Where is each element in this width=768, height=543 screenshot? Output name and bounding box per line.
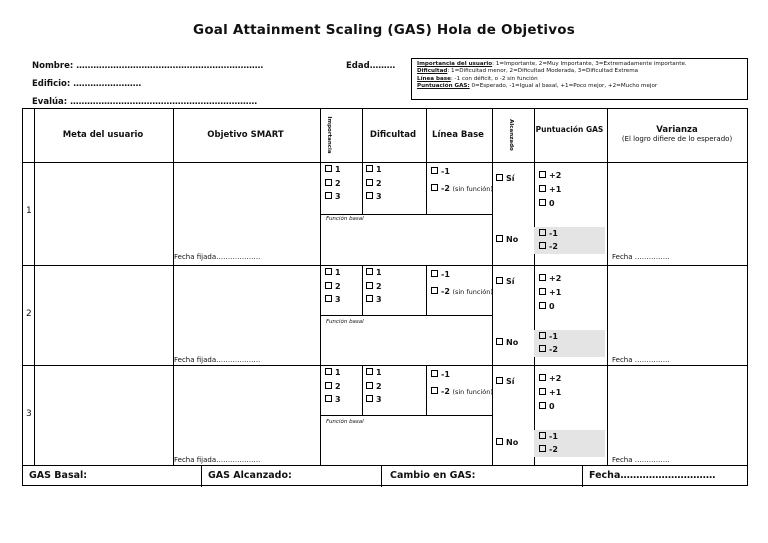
checkbox[interactable] [325,295,332,302]
checkbox[interactable] [496,277,503,284]
checkbox-label: 2 [335,281,341,291]
funcion-basal-label: Función basal [326,319,364,325]
edificio-field[interactable]: Edificio: …………………… [32,79,142,89]
importancia-options [325,266,341,307]
checkbox-label: Sí [506,377,515,386]
checkbox[interactable] [366,295,373,302]
checkbox-option[interactable] [366,163,382,177]
divider [320,315,492,316]
checkbox-label: -2 [549,445,558,454]
checkbox-option[interactable] [366,293,382,307]
checkbox[interactable] [366,395,373,402]
checkbox-option[interactable] [431,184,493,194]
checkbox[interactable] [431,270,438,277]
checkbox-option[interactable] [539,400,561,414]
divider [23,265,747,266]
checkbox[interactable] [431,184,438,191]
checkbox-label: -2 [441,184,450,193]
divider [426,162,427,214]
importancia-options [325,163,341,204]
checkbox-option[interactable] [539,330,558,343]
checkbox-label: +1 [549,288,562,297]
checkbox-option[interactable] [496,336,518,350]
checkbox-label: Sí [506,174,515,183]
checkbox-label: 2 [335,381,341,391]
divider [426,365,427,415]
nombre-field[interactable]: Nombre: ………………………………………………………… [32,61,264,71]
col-smart: Objetivo SMART [207,130,284,140]
checkbox-option[interactable] [325,190,341,204]
alcanzado-si[interactable] [496,275,515,289]
checkbox[interactable] [539,345,546,352]
checkbox[interactable] [496,377,503,384]
row-number: 2 [26,309,32,319]
checkbox-label: 2 [376,178,382,188]
checkbox-option[interactable] [539,272,561,286]
checkbox-note: (sin función) [452,388,493,396]
checkbox-option[interactable] [539,169,561,183]
checkbox-label: 1 [335,268,341,277]
divider [23,465,747,466]
checkbox[interactable] [539,332,546,339]
checkbox[interactable] [539,432,546,439]
checkbox-label: -1 [549,229,558,238]
divider [362,265,363,315]
checkbox-label: No [506,438,519,447]
goal-table [22,108,748,486]
checkbox-label: +2 [549,374,562,383]
checkbox-option[interactable] [539,300,561,314]
checkbox-option[interactable] [539,343,558,356]
gas-positive-options [539,169,561,211]
checkbox-label: 3 [335,192,341,201]
checkbox-label: -2 [549,242,558,251]
checkbox-note: (sin función) [452,288,493,296]
importancia-options [325,366,341,407]
checkbox-option[interactable] [366,366,382,380]
page-title: Goal Attainment Scaling (GAS) Hola de Objetivos [193,22,575,38]
checkbox[interactable] [539,288,546,295]
checkbox[interactable] [366,192,373,199]
checkbox-option[interactable] [325,163,341,177]
checkbox-option[interactable] [539,240,558,253]
col-varianza [606,125,748,143]
checkbox-label: 2 [376,281,382,291]
checkbox-option[interactable] [325,293,341,307]
legend-linea-text: : -1 con déficit, o -2 sin función [450,75,538,82]
checkbox-label: +2 [549,274,562,283]
checkbox-label: 2 [335,178,341,188]
checkbox-option[interactable] [366,177,382,191]
checkbox-option[interactable] [539,227,558,240]
checkbox-label: 0 [549,302,555,311]
col-importancia: Importancia [326,116,332,154]
varianza-fecha-field[interactable]: Fecha …………… [612,356,670,364]
col-alcanzado: Alcanzado [508,119,514,151]
col-varianza-title: Varianza [656,125,698,135]
checkbox-label: No [506,338,519,347]
checkbox[interactable] [366,165,373,172]
checkbox-label: 1 [335,368,341,377]
alcanzado-no[interactable] [496,233,518,247]
funcion-basal-label: Función basal [326,419,364,425]
cambio-gas-label: Cambio en GAS: [390,470,476,481]
divider [23,162,747,163]
checkbox[interactable] [366,268,373,275]
checkbox-option[interactable] [539,443,558,456]
checkbox-label: 1 [376,268,382,277]
dificultad-options [366,366,382,407]
linea-base-options [431,269,493,297]
checkbox-option[interactable] [325,177,341,191]
checkbox-label: -1 [441,370,450,379]
row-number: 3 [26,409,32,419]
checkbox-note: (sin función) [452,185,493,193]
legend-linea-label: Línea base [417,75,451,82]
divider [320,415,492,416]
checkbox[interactable] [539,374,546,381]
checkbox[interactable] [539,171,546,178]
checkbox-option[interactable] [496,275,515,289]
footer-fecha-field[interactable]: Fecha………………………… [589,470,716,481]
legend-dificultad-text: : 1=Dificultad menor, 2=Dificultad Moderada, 3=Dificultad Extrema [447,68,639,75]
gas-alcanzado-label: GAS Alcanzado: [208,470,292,481]
checkbox[interactable] [325,368,332,375]
divider [320,214,492,215]
legend-dificultad-label: Dificultad [417,68,448,75]
legend-box [411,58,748,100]
checkbox[interactable] [539,388,546,395]
checkbox-label: -2 [549,345,558,354]
checkbox[interactable] [325,282,332,289]
checkbox-option[interactable] [496,436,518,450]
checkbox[interactable] [431,287,438,294]
checkbox-option[interactable] [366,266,382,280]
checkbox[interactable] [366,368,373,375]
checkbox[interactable] [539,274,546,281]
checkbox-option[interactable] [496,172,515,186]
checkbox-label: +2 [549,171,562,180]
divider [362,162,363,214]
checkbox[interactable] [325,165,332,172]
checkbox-label: -1 [441,167,450,176]
col-puntuacion: Puntuación GAS [535,125,604,134]
checkbox[interactable] [431,387,438,394]
checkbox[interactable] [539,445,546,452]
checkbox-label: 0 [549,199,555,208]
divider [582,465,583,487]
checkbox-label: -2 [441,387,450,396]
checkbox-option[interactable] [366,280,382,294]
checkbox[interactable] [496,438,503,445]
checkbox-label: Sí [506,277,515,286]
checkbox-option[interactable] [431,369,493,381]
checkbox-option[interactable] [539,286,561,300]
fecha-fijada-field[interactable]: Fecha fijada………………. [174,456,261,464]
checkbox-option[interactable] [431,387,493,397]
checkbox[interactable] [431,370,438,377]
evalua-field[interactable]: Evalúa: ………………………………………………………… [32,97,258,107]
checkbox-option[interactable] [325,366,341,380]
checkbox-option[interactable] [325,266,341,280]
checkbox-option[interactable] [431,287,493,297]
alcanzado-no[interactable] [496,436,518,450]
linea-base-options [431,369,493,397]
gas-negative-options [539,430,558,456]
checkbox-option[interactable] [496,375,515,389]
checkbox-label: 3 [376,192,382,201]
legend-importancia-label: Importancia del usuario [417,61,493,67]
checkbox-option[interactable] [431,269,493,281]
checkbox-option[interactable] [539,183,561,197]
checkbox-option[interactable] [366,190,382,204]
checkbox-option[interactable] [366,393,382,407]
gas-positive-options [539,372,561,414]
checkbox-label: -2 [441,287,450,296]
checkbox-option[interactable] [539,372,561,386]
checkbox[interactable] [366,282,373,289]
checkbox-label: +1 [549,185,562,194]
checkbox-option[interactable] [496,233,518,247]
checkbox-label: 1 [376,165,382,174]
checkbox-option[interactable] [325,280,341,294]
checkbox-option[interactable] [366,380,382,394]
legend-gas-text: 0=Esperado, -1=Igual al basal, +1=Poco mejor, +2=Mucho mejor [469,83,658,90]
checkbox[interactable] [539,199,546,206]
dificultad-options [366,163,382,204]
alcanzado-si[interactable] [496,375,515,389]
gas-positive-options [539,272,561,314]
alcanzado-si[interactable] [496,172,515,186]
checkbox-label: 3 [376,395,382,404]
checkbox-option[interactable] [539,386,561,400]
checkbox[interactable] [539,302,546,309]
checkbox-label: -1 [441,270,450,279]
checkbox[interactable] [431,167,438,174]
divider [201,465,202,487]
checkbox[interactable] [325,268,332,275]
checkbox[interactable] [539,185,546,192]
divider [362,365,363,415]
checkbox-option[interactable] [539,197,561,211]
alcanzado-no[interactable] [496,336,518,350]
checkbox-label: -1 [549,432,558,441]
row-number: 1 [26,206,32,216]
fecha-fijada-field[interactable]: Fecha fijada………………. [174,253,261,261]
checkbox-label: 0 [549,402,555,411]
checkbox[interactable] [325,179,332,186]
checkbox-label: -1 [549,332,558,341]
checkbox-label: 1 [376,368,382,377]
fecha-fijada-field[interactable]: Fecha fijada………………. [174,356,261,364]
checkbox-label: 1 [335,165,341,174]
divider [23,365,747,366]
gas-basal-label: GAS Basal: [29,470,88,481]
checkbox-option[interactable] [325,380,341,394]
checkbox[interactable] [366,179,373,186]
checkbox[interactable] [496,338,503,345]
col-varianza-subtitle: (El logro difiere de lo esperado) [621,135,733,143]
checkbox-label: +1 [549,388,562,397]
checkbox[interactable] [496,174,503,181]
checkbox[interactable] [325,395,332,402]
checkbox[interactable] [366,382,373,389]
checkbox[interactable] [539,242,546,249]
edad-field[interactable]: Edad……… [346,61,396,71]
divider [426,265,427,315]
checkbox-label: No [506,235,519,244]
checkbox-label: 3 [335,395,341,404]
checkbox-label: 3 [335,295,341,304]
funcion-basal-label: Función basal [326,216,364,222]
checkbox-label: 2 [376,381,382,391]
gas-negative-options [539,227,558,253]
checkbox-label: 3 [376,295,382,304]
gas-negative-options [539,330,558,356]
checkbox[interactable] [496,235,503,242]
checkbox[interactable] [325,382,332,389]
checkbox[interactable] [539,402,546,409]
checkbox-option[interactable] [539,430,558,443]
col-meta: Meta del usuario [62,130,144,140]
col-linea-base: Línea Base [432,130,484,140]
dificultad-options [366,266,382,307]
legend-importancia-text: : 1=Importante, 2=Muy Importante, 3=Extremadamente importante. [492,61,687,67]
col-dificultad: Dificultad [369,130,417,140]
varianza-fecha-field[interactable]: Fecha …………… [612,253,670,261]
varianza-fecha-field[interactable]: Fecha …………… [612,456,670,464]
linea-base-options [431,166,493,194]
checkbox-option[interactable] [431,166,493,178]
divider [381,465,382,487]
checkbox[interactable] [539,229,546,236]
checkbox-option[interactable] [325,393,341,407]
legend-gas-label: Puntuación GAS: [417,83,470,90]
checkbox[interactable] [325,192,332,199]
